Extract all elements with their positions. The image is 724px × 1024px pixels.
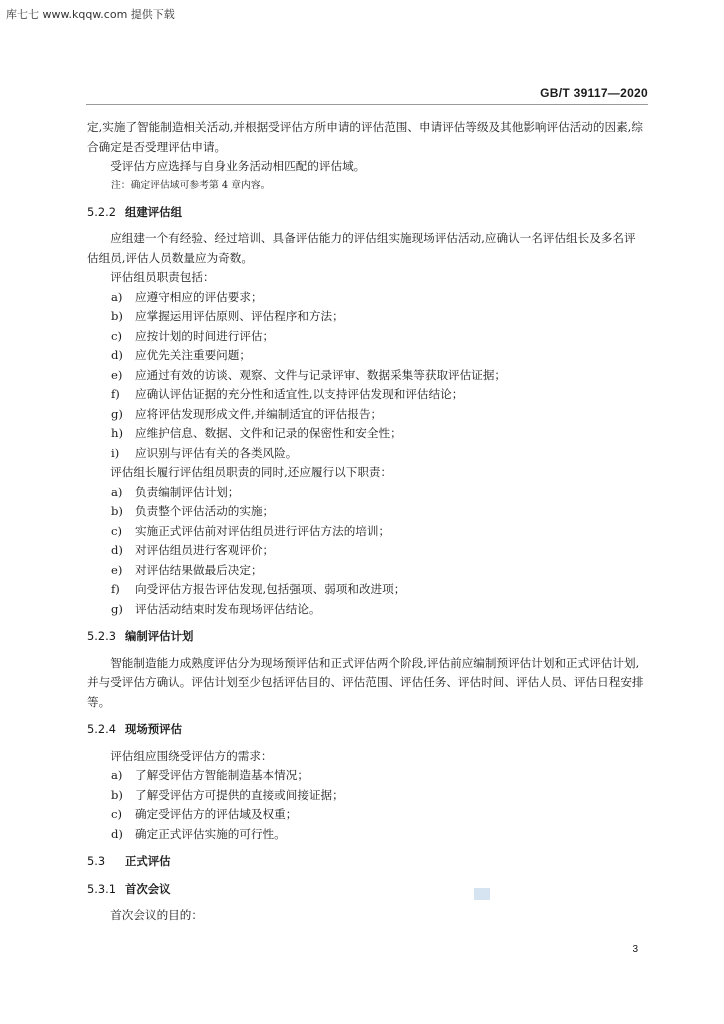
- list-marker: b): [111, 787, 123, 802]
- list-marker: c): [111, 807, 123, 821]
- section-5-2-2-paragraph-3: 评估组长履行评估组员职责的同时,还应履行以下职责：: [110, 465, 393, 479]
- list-item: [87, 580, 647, 600]
- section-5-2-4-paragraph-1: 评估组应围绕受评估方的需求：: [110, 748, 273, 763]
- list-text: 确定受评估方的评估域及权重；: [135, 807, 298, 821]
- list-item: [87, 502, 647, 522]
- list-item: [87, 327, 647, 347]
- header-divider: [86, 104, 648, 105]
- section-title: 现场预评估: [125, 722, 182, 736]
- list-text: 了解受评估方可提供的直接或间接证据；: [135, 787, 344, 802]
- list-item: [87, 805, 647, 825]
- section-5-3-1-paragraph-1: 首次会议的目的：: [110, 908, 203, 922]
- page-number: 3: [632, 944, 638, 955]
- list-marker: f): [111, 387, 120, 401]
- list-marker: b): [111, 309, 123, 323]
- section-5-2-3-heading: [87, 627, 647, 647]
- list-text: 对评估结果做最后决定；: [135, 562, 263, 577]
- section-5-3-heading: [87, 852, 647, 872]
- list-text: 应掌握运用评估原则、评估程序和方法；: [135, 309, 344, 323]
- pre-assessment-list: [87, 766, 647, 844]
- list-item: [87, 307, 647, 327]
- section-5-2-3-paragraph-1: 智能制造能力成熟度评估分为现场预评估和正式评估两个阶段,评估前应编制预评估计划和正式评估计划,并与受评估方确认。评估计划至少包括评估目的、评估范围、评估任务、评估时间、评估人员、评估日程安排等。: [87, 655, 644, 709]
- section-5-2-4-heading: [87, 720, 647, 740]
- list-text: 应通过有效的访谈、观察、文件与记录评审、数据采集等获取评估证据；: [135, 367, 507, 382]
- section-number: 5.2.2: [87, 204, 116, 219]
- page-content: [87, 118, 647, 926]
- list-item: [87, 766, 647, 786]
- list-marker: a): [111, 484, 123, 499]
- list-marker: d): [111, 348, 123, 362]
- list-marker: f): [111, 582, 120, 596]
- list-marker: e): [111, 562, 123, 577]
- list-text: 应遵守相应的评估要求；: [135, 289, 263, 304]
- list-marker: g): [111, 601, 123, 616]
- list-marker: c): [111, 523, 123, 538]
- section-5-2-2-paragraph-1: 应组建一个有经验、经过培训、具备评估能力的评估组实施现场评估活动,应确认一名评估组长及多名评估组员,评估人员数量应为奇数。: [87, 231, 636, 265]
- list-marker: a): [111, 289, 123, 304]
- member-duties-list: [87, 288, 647, 464]
- section-title: 首次会议: [125, 881, 171, 896]
- list-marker: e): [111, 367, 123, 382]
- list-marker: h): [111, 426, 123, 440]
- list-text: 负责整个评估活动的实施；: [135, 504, 275, 518]
- watermark-logo-icon: [474, 888, 490, 900]
- list-text: 应将评估发现形成文件,并编制适宜的评估报告；: [135, 406, 383, 421]
- list-item: [87, 825, 647, 845]
- list-item: [87, 288, 647, 308]
- list-text: 实施正式评估前对评估组员进行评估方法的培训；: [135, 523, 391, 538]
- list-text: 应识别与评估有关的各类风险。: [135, 445, 298, 460]
- list-text: 了解受评估方智能制造基本情况；: [135, 768, 309, 782]
- list-text: 应按计划的时间进行评估；: [135, 328, 275, 343]
- list-item: [87, 405, 647, 425]
- intro-paragraph-1: 定,实施了智能制造相关活动,并根据受评估方所申请的评估范围、申请评估等级及其他影响评估活动的因素,综合确定是否受理评估申请。: [87, 120, 643, 154]
- list-item: [87, 424, 647, 444]
- list-marker: i): [111, 445, 120, 460]
- list-item: [87, 600, 647, 620]
- leader-duties-list: [87, 483, 647, 620]
- list-text: 应确认评估证据的充分性和适宜性,以支持评估发现和评估结论；: [135, 387, 464, 401]
- list-marker: d): [111, 543, 123, 557]
- list-marker: g): [111, 406, 123, 421]
- list-item: [87, 483, 647, 503]
- section-5-3-1-heading: [87, 880, 647, 900]
- section-title: 正式评估: [125, 854, 171, 868]
- section-5-2-2-paragraph-2: 评估组员职责包括：: [110, 270, 215, 284]
- list-item: [87, 541, 647, 561]
- list-marker: b): [111, 504, 123, 518]
- section-number: 5.2.4: [87, 722, 116, 736]
- list-text: 应优先关注重要问题；: [135, 348, 251, 362]
- list-text: 应维护信息、数据、文件和记录的保密性和安全性；: [135, 426, 402, 440]
- list-marker: c): [111, 328, 123, 343]
- list-marker: a): [111, 768, 123, 782]
- list-item: [87, 786, 647, 806]
- list-item: [87, 385, 647, 405]
- list-item: [87, 346, 647, 366]
- section-number: 5.3: [87, 854, 106, 868]
- list-text: 向受评估方报告评估发现,包括强项、弱项和改进项；: [135, 582, 406, 596]
- section-5-2-2-heading: [87, 203, 647, 223]
- section-title: 编制评估计划: [125, 629, 194, 643]
- list-text: 对评估组员进行客观评价；: [135, 543, 275, 557]
- watermark-text: 库七七 www.kqqw.com 提供下载: [6, 8, 175, 21]
- intro-paragraph-2: 受评估方应选择与自身业务活动相匹配的评估域。: [110, 159, 366, 173]
- list-text: 确定正式评估实施的可行性。: [135, 826, 286, 841]
- intro-note: 注：确定评估域可参考第 4 章内容。: [111, 179, 271, 191]
- list-text: 负责编制评估计划；: [135, 484, 240, 499]
- list-item: [87, 561, 647, 581]
- list-text: 评估活动结束时发布现场评估结论。: [135, 601, 321, 616]
- list-item: [87, 522, 647, 542]
- list-marker: d): [111, 826, 123, 841]
- standard-number: GB/T 39117—2020: [540, 86, 648, 100]
- section-number: 5.2.3: [87, 629, 116, 643]
- list-item: [87, 366, 647, 386]
- section-number: 5.3.1: [87, 881, 116, 896]
- section-title: 组建评估组: [125, 204, 182, 219]
- list-item: [87, 444, 647, 464]
